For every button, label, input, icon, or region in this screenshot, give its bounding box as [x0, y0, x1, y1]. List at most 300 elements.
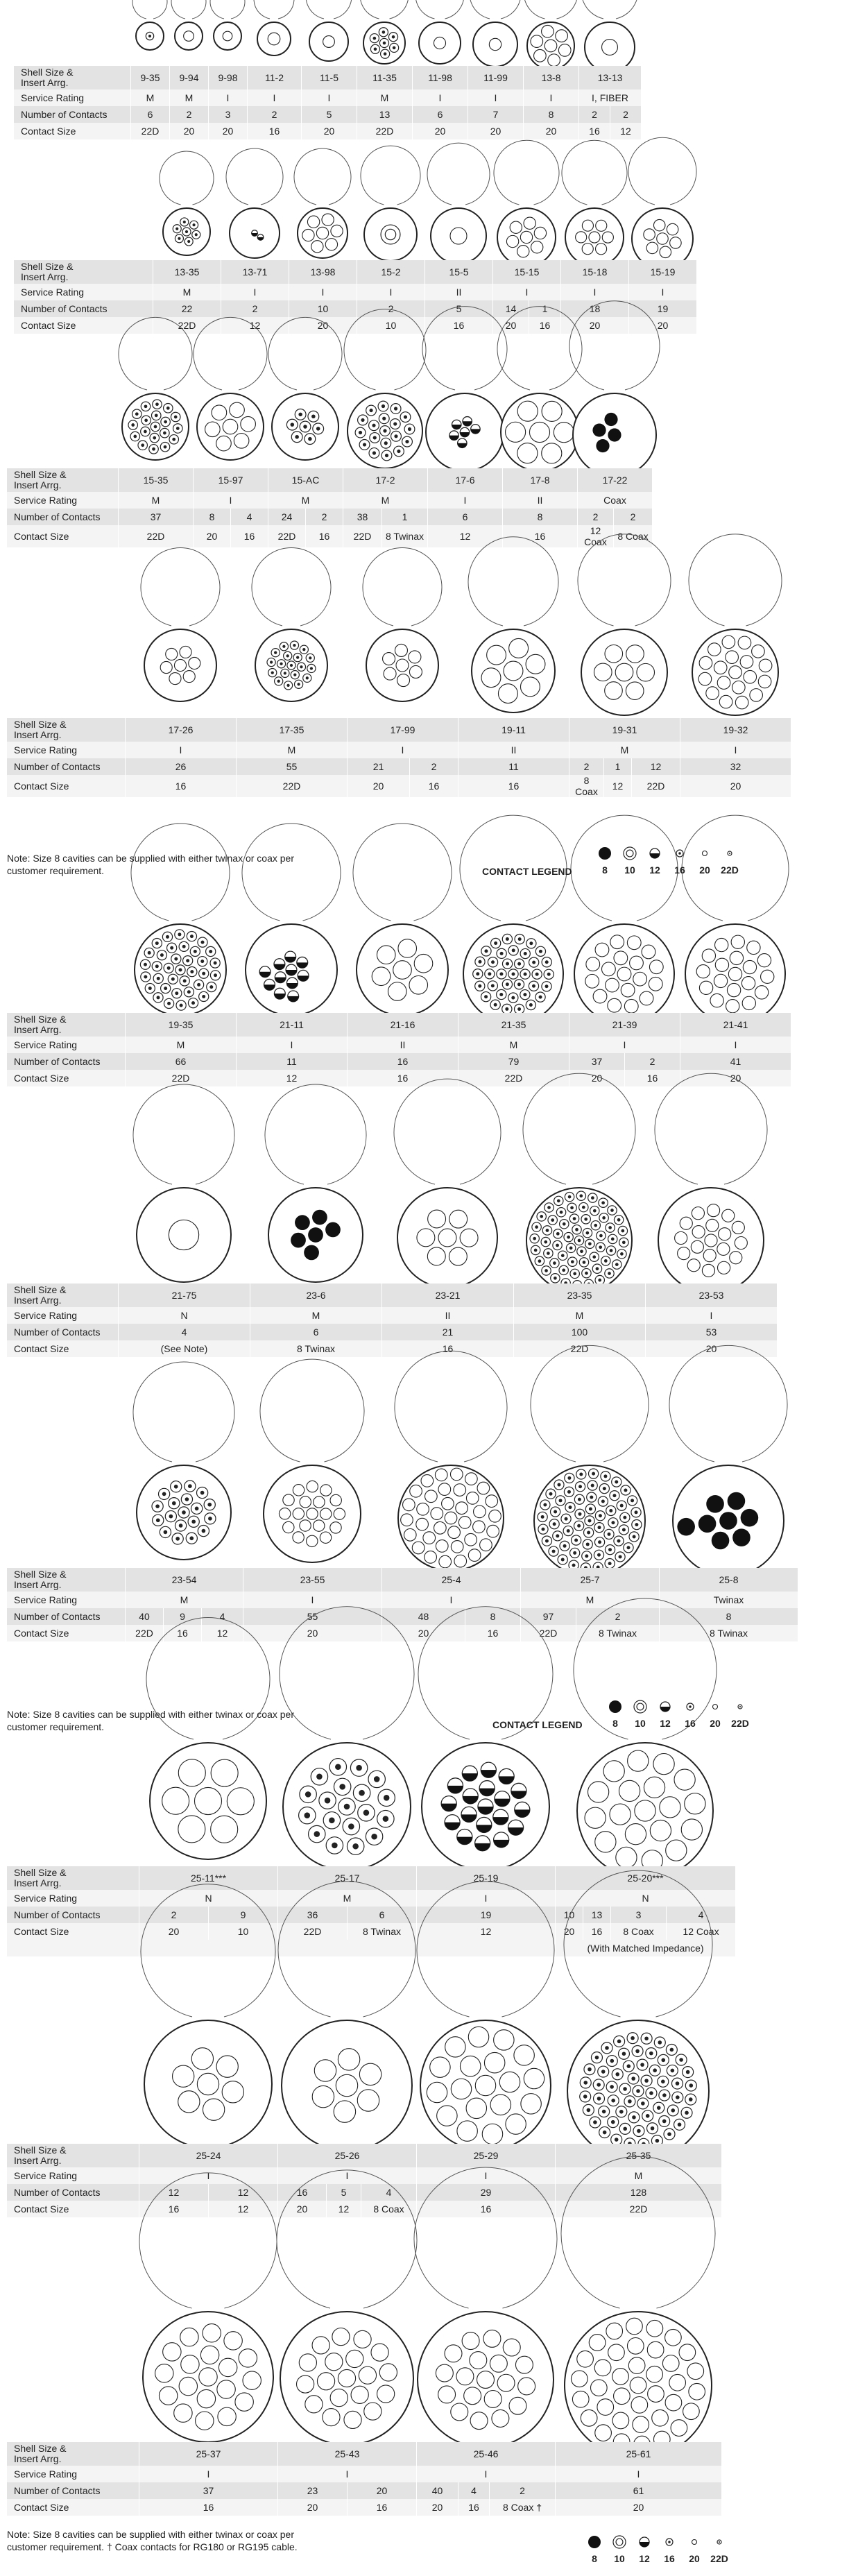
table-cell: 16	[348, 1053, 458, 1070]
insert-arrangement-icon	[249, 14, 299, 64]
table-cell: 20	[170, 123, 209, 139]
table-cell: 8	[465, 1608, 521, 1625]
table-cell: II	[348, 1037, 458, 1053]
table-cell: I	[348, 742, 458, 758]
table-cell: 53	[646, 1324, 778, 1340]
table-cell: 10	[289, 300, 357, 317]
table-cell: 20	[194, 525, 231, 547]
table-cell: 16	[382, 1340, 514, 1357]
table-row	[7, 2144, 722, 2167]
table-cell: 14	[493, 300, 529, 317]
row-label: Service Rating	[7, 742, 126, 758]
table-cell: 2	[170, 106, 209, 123]
table-cell: 20	[680, 775, 791, 797]
table-cell: 20	[468, 123, 524, 139]
table-cell: 6	[250, 1324, 382, 1340]
connector-25-8-diagram	[664, 1457, 792, 1585]
connector-9-98-diagram	[205, 14, 250, 58]
contact-20-icon	[686, 2534, 703, 2550]
insert-arrangement-cell: 25-19	[417, 1866, 556, 1890]
table-cell: 48	[382, 1608, 465, 1625]
table-row	[14, 317, 697, 334]
table-cell: 6	[428, 509, 503, 525]
table-cell: 20	[348, 775, 410, 797]
contact-16-icon	[682, 1698, 698, 1715]
table-cell: 20	[302, 123, 357, 139]
table-cell: 2	[221, 300, 289, 317]
table-row	[7, 2442, 722, 2466]
table-cell: I	[468, 89, 524, 106]
table-cell: Twinax	[660, 1592, 798, 1608]
table-cell: I	[561, 284, 629, 300]
row-label: Number of Contacts	[14, 106, 131, 123]
connector-11-35-diagram	[355, 14, 413, 72]
table-cell: I	[278, 2167, 417, 2184]
row-label: Number of Contacts	[7, 1907, 139, 1923]
insert-arrangement-cell: 17-22	[578, 468, 653, 492]
row-label: Shell Size & Insert Arrg.	[7, 1866, 139, 1890]
legend-item-label: 16	[664, 2553, 675, 2564]
row-label: Service Rating	[7, 1307, 119, 1324]
insert-arrangement-icon	[412, 2012, 559, 2159]
contact-8-icon	[586, 2534, 603, 2550]
table-cell: 22D	[632, 775, 680, 797]
insert-arrangement-cell: 17-8	[503, 468, 578, 492]
insert-arrangement-cell: 25-37	[139, 2442, 278, 2466]
table-cell: 12	[632, 758, 680, 775]
specification-table	[7, 2144, 722, 2217]
row-label: Shell Size & Insert Arrg.	[14, 260, 153, 284]
insert-arrangement-cell: 21-11	[237, 1013, 348, 1037]
table-cell: I	[524, 89, 579, 106]
table-cell: M	[153, 284, 221, 300]
legend-item	[643, 845, 667, 876]
table-cell: I	[680, 742, 791, 758]
table-cell: 12	[604, 775, 632, 797]
table-row	[7, 2167, 722, 2184]
specification-table	[7, 1568, 798, 1641]
table-row	[7, 2184, 722, 2201]
insert-arrangement-icon	[128, 14, 172, 58]
legend-item-label: 20	[689, 2553, 700, 2564]
connector-25-29-diagram	[412, 2012, 559, 2159]
table-cell: 16	[248, 123, 302, 139]
row-label: Service Rating	[14, 284, 153, 300]
table-cell: 12 Coax	[578, 525, 614, 547]
contact-10-icon	[632, 1698, 649, 1715]
table-cell: 11	[458, 758, 569, 775]
table-cell: 8 Twinax	[250, 1340, 382, 1357]
insert-arrangement-icon	[389, 1179, 506, 1296]
table-cell: I	[646, 1307, 778, 1324]
table-cell: M	[278, 1890, 417, 1907]
connector-17-99-diagram	[358, 621, 447, 710]
table-cell: 16	[625, 1070, 680, 1086]
contact-12-icon	[646, 845, 663, 862]
insert-arrangement-icon	[136, 2012, 280, 2156]
row-label: Contact Size	[7, 775, 126, 797]
table-cell: M	[126, 1037, 237, 1053]
table-row	[14, 284, 697, 300]
table-cell: (See Note)	[119, 1340, 250, 1357]
table-cell: 40	[417, 2482, 458, 2499]
table-cell: I	[139, 2466, 278, 2482]
table-cell: 8 Twinax	[348, 1923, 417, 1940]
insert-arrangement-cell: 15-2	[357, 260, 425, 284]
insert-arrangement-cell: 13-35	[153, 260, 221, 284]
insert-arrangement-cell: 9-98	[209, 66, 248, 89]
table-cell: 16	[306, 525, 343, 547]
table-row	[7, 1907, 736, 1923]
table-cell: 41	[680, 1053, 791, 1070]
table-cell: 20	[629, 317, 697, 334]
table-cell: 20	[524, 123, 579, 139]
insert-arrangement-cell: 21-35	[458, 1013, 569, 1037]
insert-arrangement-icon	[237, 916, 345, 1024]
table-cell: 7	[468, 106, 524, 123]
table-row	[7, 718, 791, 742]
table-cell: 2	[357, 300, 425, 317]
table-cell: 20	[413, 123, 468, 139]
table-cell: 22D	[556, 2201, 722, 2217]
connector-13-71-diagram	[221, 200, 288, 266]
insert-arrangement-cell: 17-35	[237, 718, 348, 742]
table-cell: I	[357, 284, 425, 300]
legend-item	[608, 2534, 631, 2564]
table-cell: 21	[382, 1324, 514, 1340]
row-label: Shell Size & Insert Arrg.	[7, 2144, 139, 2167]
table-cell: II	[458, 742, 569, 758]
insert-arrangement-cell: 13-71	[221, 260, 289, 284]
table-cell: II	[503, 492, 578, 509]
table-cell: 1	[529, 300, 561, 317]
row-label: Number of Contacts	[7, 2184, 139, 2201]
table-cell: 2	[569, 758, 604, 775]
insert-arrangement-cell: 25-20***	[556, 1866, 736, 1890]
specification-table	[7, 1866, 736, 1956]
legend-item	[603, 1698, 627, 1729]
insert-arrangement-icon	[526, 1457, 653, 1585]
specification-table	[7, 2442, 722, 2516]
legend-item-label: 12	[660, 1718, 671, 1729]
contact-legend-title: CONTACT LEGEND	[492, 1719, 583, 1730]
table-cell: 2	[579, 106, 610, 123]
table-cell: 12	[428, 525, 503, 547]
table-cell: 20	[243, 1625, 382, 1641]
table-cell: 8 Coax	[569, 775, 604, 797]
insert-arrangement-icon	[358, 621, 447, 710]
table-cell: 36	[278, 1907, 348, 1923]
insert-arrangement-cell: 15-19	[629, 260, 697, 284]
connector-25-20-diagram	[569, 1734, 721, 1887]
insert-arrangement-cell: 13-13	[579, 66, 642, 89]
table-row	[7, 1340, 778, 1357]
legend-item-label: 16	[685, 1718, 696, 1729]
table-cell: 12	[202, 1625, 243, 1641]
connector-25-11-diagram	[142, 1734, 275, 1868]
connector-15-AC-diagram	[264, 385, 347, 468]
insert-arrangement-cell: 21-75	[119, 1283, 250, 1307]
table-cell: 16	[417, 2201, 556, 2217]
table-cell: 100	[514, 1324, 646, 1340]
table-cell: I, FIBER	[579, 89, 642, 106]
insert-arrangement-icon	[128, 1179, 239, 1290]
legend-item-label: 8	[592, 2553, 597, 2564]
table-cell: 9	[209, 1907, 278, 1923]
table-cell: 12	[209, 2201, 278, 2217]
connector-21-16-diagram	[348, 916, 456, 1024]
insert-arrangement-icon	[264, 385, 347, 468]
connector-25-7-diagram	[526, 1457, 653, 1585]
table-cell: 61	[556, 2482, 722, 2499]
table-cell: 4	[119, 1324, 250, 1340]
table-cell	[278, 1940, 417, 1956]
contact-legend	[472, 2534, 832, 2575]
connector-19-11-diagram	[463, 621, 563, 721]
table-cell: 12	[327, 2201, 361, 2217]
connector-25-37-diagram	[135, 2303, 282, 2450]
table-cell: 22D	[237, 775, 348, 797]
table-row	[7, 1890, 736, 1907]
insert-arrangement-cell: 23-21	[382, 1283, 514, 1307]
insert-arrangement-icon	[413, 1734, 558, 1879]
insert-arrangement-cell: 19-35	[126, 1013, 237, 1037]
table-cell: 12	[237, 1070, 348, 1086]
table-cell: I	[302, 89, 357, 106]
table-row	[7, 742, 791, 758]
insert-arrangement-icon	[205, 14, 250, 58]
legend-item	[728, 1698, 752, 1729]
legend-item	[633, 2534, 656, 2564]
table-cell: I	[248, 89, 302, 106]
table-cell: I	[417, 1890, 556, 1907]
table-cell: M	[131, 89, 170, 106]
table-cell: 13	[583, 1907, 611, 1923]
table-cell: 20	[556, 1923, 583, 1940]
row-label: Contact Size	[7, 1625, 126, 1641]
insert-arrangement-cell: 23-53	[646, 1283, 778, 1307]
table-cell: 22D	[119, 525, 194, 547]
table-cell: 128	[556, 2184, 722, 2201]
table-cell: 22D	[343, 525, 382, 547]
table-row	[7, 1070, 791, 1086]
contact-10-icon	[621, 845, 638, 862]
row-label: Service Rating	[14, 89, 131, 106]
insert-arrangement-cell: 25-17	[278, 1866, 417, 1890]
row-label: Number of Contacts	[7, 509, 119, 525]
table-cell: 8 Twinax	[382, 525, 428, 547]
table-cell: 2	[625, 1053, 680, 1070]
table-cell: 19	[417, 1907, 556, 1923]
table-cell: 97	[521, 1608, 576, 1625]
row-label: Contact Size	[7, 1923, 139, 1940]
table-cell: 6	[413, 106, 468, 123]
legend-item	[658, 2534, 681, 2564]
insert-arrangement-cell: 11-98	[413, 66, 468, 89]
row-label: Number of Contacts	[7, 1053, 126, 1070]
table-cell: M	[514, 1307, 646, 1324]
row-label: Number of Contacts	[7, 1608, 126, 1625]
table-cell: 16	[139, 2499, 278, 2516]
table-cell: 4	[361, 2184, 417, 2201]
contact-legend	[482, 845, 843, 887]
table-cell: 32	[680, 758, 791, 775]
table-row	[7, 1866, 736, 1890]
table-cell: 5	[302, 106, 357, 123]
table-row	[7, 1307, 778, 1324]
table-cell: N	[139, 1890, 278, 1907]
table-cell: 1	[604, 758, 632, 775]
size-8-cavity-note: Note: Size 8 cavities can be supplied with either twinax or coax per customer requirement. † Coax contacts for RG180 or RG195 cable.	[7, 2529, 298, 2552]
insert-arrangement-icon	[355, 14, 413, 72]
table-cell: 20	[569, 1070, 625, 1086]
insert-arrangement-cell: 21-41	[680, 1013, 791, 1037]
table-cell: 16	[465, 1625, 521, 1641]
insert-arrangement-icon	[166, 14, 211, 58]
table-cell: I	[556, 2466, 722, 2482]
legend-item-label: 10	[614, 2553, 625, 2564]
connector-17-35-diagram	[247, 621, 336, 710]
table-cell: 8 Coax	[614, 525, 653, 547]
insert-arrangement-cell: 25-29	[417, 2144, 556, 2167]
table-row	[14, 66, 642, 89]
row-label: Shell Size & Insert Arrg.	[7, 2442, 139, 2466]
row-label: Shell Size & Insert Arrg.	[7, 1568, 126, 1592]
table-cell: I	[194, 492, 268, 509]
connector-9-35-diagram	[128, 14, 172, 58]
table-cell: M	[521, 1592, 660, 1608]
table-cell: M	[126, 1592, 243, 1608]
connector-23-21-diagram	[389, 1179, 506, 1296]
table-row	[7, 2466, 722, 2482]
legend-item	[693, 845, 717, 876]
insert-arrangement-cell: 23-55	[243, 1568, 382, 1592]
table-row	[7, 2482, 722, 2499]
connector-25-17-diagram	[275, 1734, 419, 1879]
table-cell: II	[425, 284, 493, 300]
table-cell: 8	[503, 509, 578, 525]
connector-19-32-diagram	[684, 621, 787, 724]
size-8-cavity-note: Note: Size 8 cavities can be supplied with either twinax or coax per customer requirement.	[7, 1709, 294, 1732]
table-cell: M	[343, 492, 428, 509]
table-cell: 38	[343, 509, 382, 525]
insert-arrangement-icon	[409, 2303, 562, 2456]
table-cell: 5	[327, 2184, 361, 2201]
legend-item	[708, 2534, 731, 2564]
insert-arrangement-icon	[684, 621, 787, 724]
row-label: Number of Contacts	[14, 300, 153, 317]
table-cell: 20	[561, 317, 629, 334]
row-label: Contact Size	[7, 1070, 126, 1086]
insert-arrangement-cell: 19-31	[569, 718, 680, 742]
table-cell	[7, 1940, 139, 1956]
connector-11-5-diagram	[301, 14, 357, 69]
table-row	[7, 1608, 798, 1625]
row-label: Contact Size	[14, 317, 153, 334]
table-cell: 2	[139, 1907, 209, 1923]
insert-arrangement-cell: 13-98	[289, 260, 357, 284]
insert-arrangement-cell: 25-43	[278, 2442, 417, 2466]
table-row	[7, 1940, 736, 1956]
legend-item-label: 12	[639, 2553, 650, 2564]
table-cell: 55	[237, 758, 348, 775]
legend-item	[593, 845, 617, 876]
connector-21-11-diagram	[237, 916, 345, 1024]
table-cell: 40	[126, 1608, 164, 1625]
row-label: Service Rating	[7, 1592, 126, 1608]
insert-arrangement-cell: 25-24	[139, 2144, 278, 2167]
legend-item	[703, 1698, 727, 1729]
row-label: Number of Contacts	[7, 2482, 139, 2499]
table-cell: 22D	[514, 1340, 646, 1357]
table-cell: 20	[556, 2499, 722, 2516]
insert-arrangement-icon	[411, 14, 469, 72]
specification-table	[7, 1283, 778, 1357]
table-cell	[417, 1940, 556, 1956]
table-cell: M	[569, 742, 680, 758]
table-cell: 4	[458, 2482, 490, 2499]
table-cell: 22D	[278, 1923, 348, 1940]
contact-12-icon	[636, 2534, 653, 2550]
table-row	[14, 300, 697, 317]
connector-17-26-diagram	[136, 621, 225, 710]
table-cell: 16	[126, 775, 237, 797]
table-cell: M	[119, 492, 194, 509]
table-cell: 8	[660, 1608, 798, 1625]
insert-arrangement-icon	[142, 1734, 275, 1868]
table-cell: 22D	[458, 1070, 569, 1086]
specification-table	[7, 468, 653, 547]
table-row	[7, 468, 653, 492]
table-cell: 5	[425, 300, 493, 317]
insert-arrangement-cell: 15-35	[119, 468, 194, 492]
table-cell: 3	[611, 1907, 667, 1923]
table-cell: 20	[493, 317, 529, 334]
insert-arrangement-icon	[135, 2303, 282, 2450]
table-cell: Coax	[578, 492, 653, 509]
table-cell: 18	[561, 300, 629, 317]
insert-arrangement-cell: 15-5	[425, 260, 493, 284]
connector-15-2-diagram	[356, 200, 425, 269]
table-cell: 12	[417, 1923, 556, 1940]
contact-8-icon	[607, 1698, 624, 1715]
legend-item	[668, 845, 692, 876]
contact-16-icon	[671, 845, 688, 862]
table-cell: I	[629, 284, 697, 300]
table-cell: 79	[458, 1053, 569, 1070]
insert-arrangement-cell: 19-32	[680, 718, 791, 742]
insert-arrangement-cell: 23-54	[126, 1568, 243, 1592]
insert-arrangement-icon	[255, 1457, 369, 1571]
table-cell: 12	[610, 123, 642, 139]
insert-arrangement-icon	[136, 621, 225, 710]
connector-13-35-diagram	[155, 200, 218, 264]
table-cell: 9	[164, 1608, 202, 1625]
contact-22d-icon	[721, 845, 738, 862]
connector-15-97-diagram	[189, 385, 272, 468]
connector-25-24-diagram	[136, 2012, 280, 2156]
insert-arrangement-cell: 15-97	[194, 468, 268, 492]
insert-arrangement-icon	[289, 200, 356, 266]
insert-arrangement-icon	[301, 14, 357, 69]
insert-arrangement-cell: 15-15	[493, 260, 561, 284]
table-cell: 16	[164, 1625, 202, 1641]
row-label: Service Rating	[7, 1037, 126, 1053]
contact-10-icon	[611, 2534, 628, 2550]
connector-21-75-diagram	[128, 1179, 239, 1290]
table-cell: I	[289, 284, 357, 300]
table-cell: 22D	[357, 123, 413, 139]
